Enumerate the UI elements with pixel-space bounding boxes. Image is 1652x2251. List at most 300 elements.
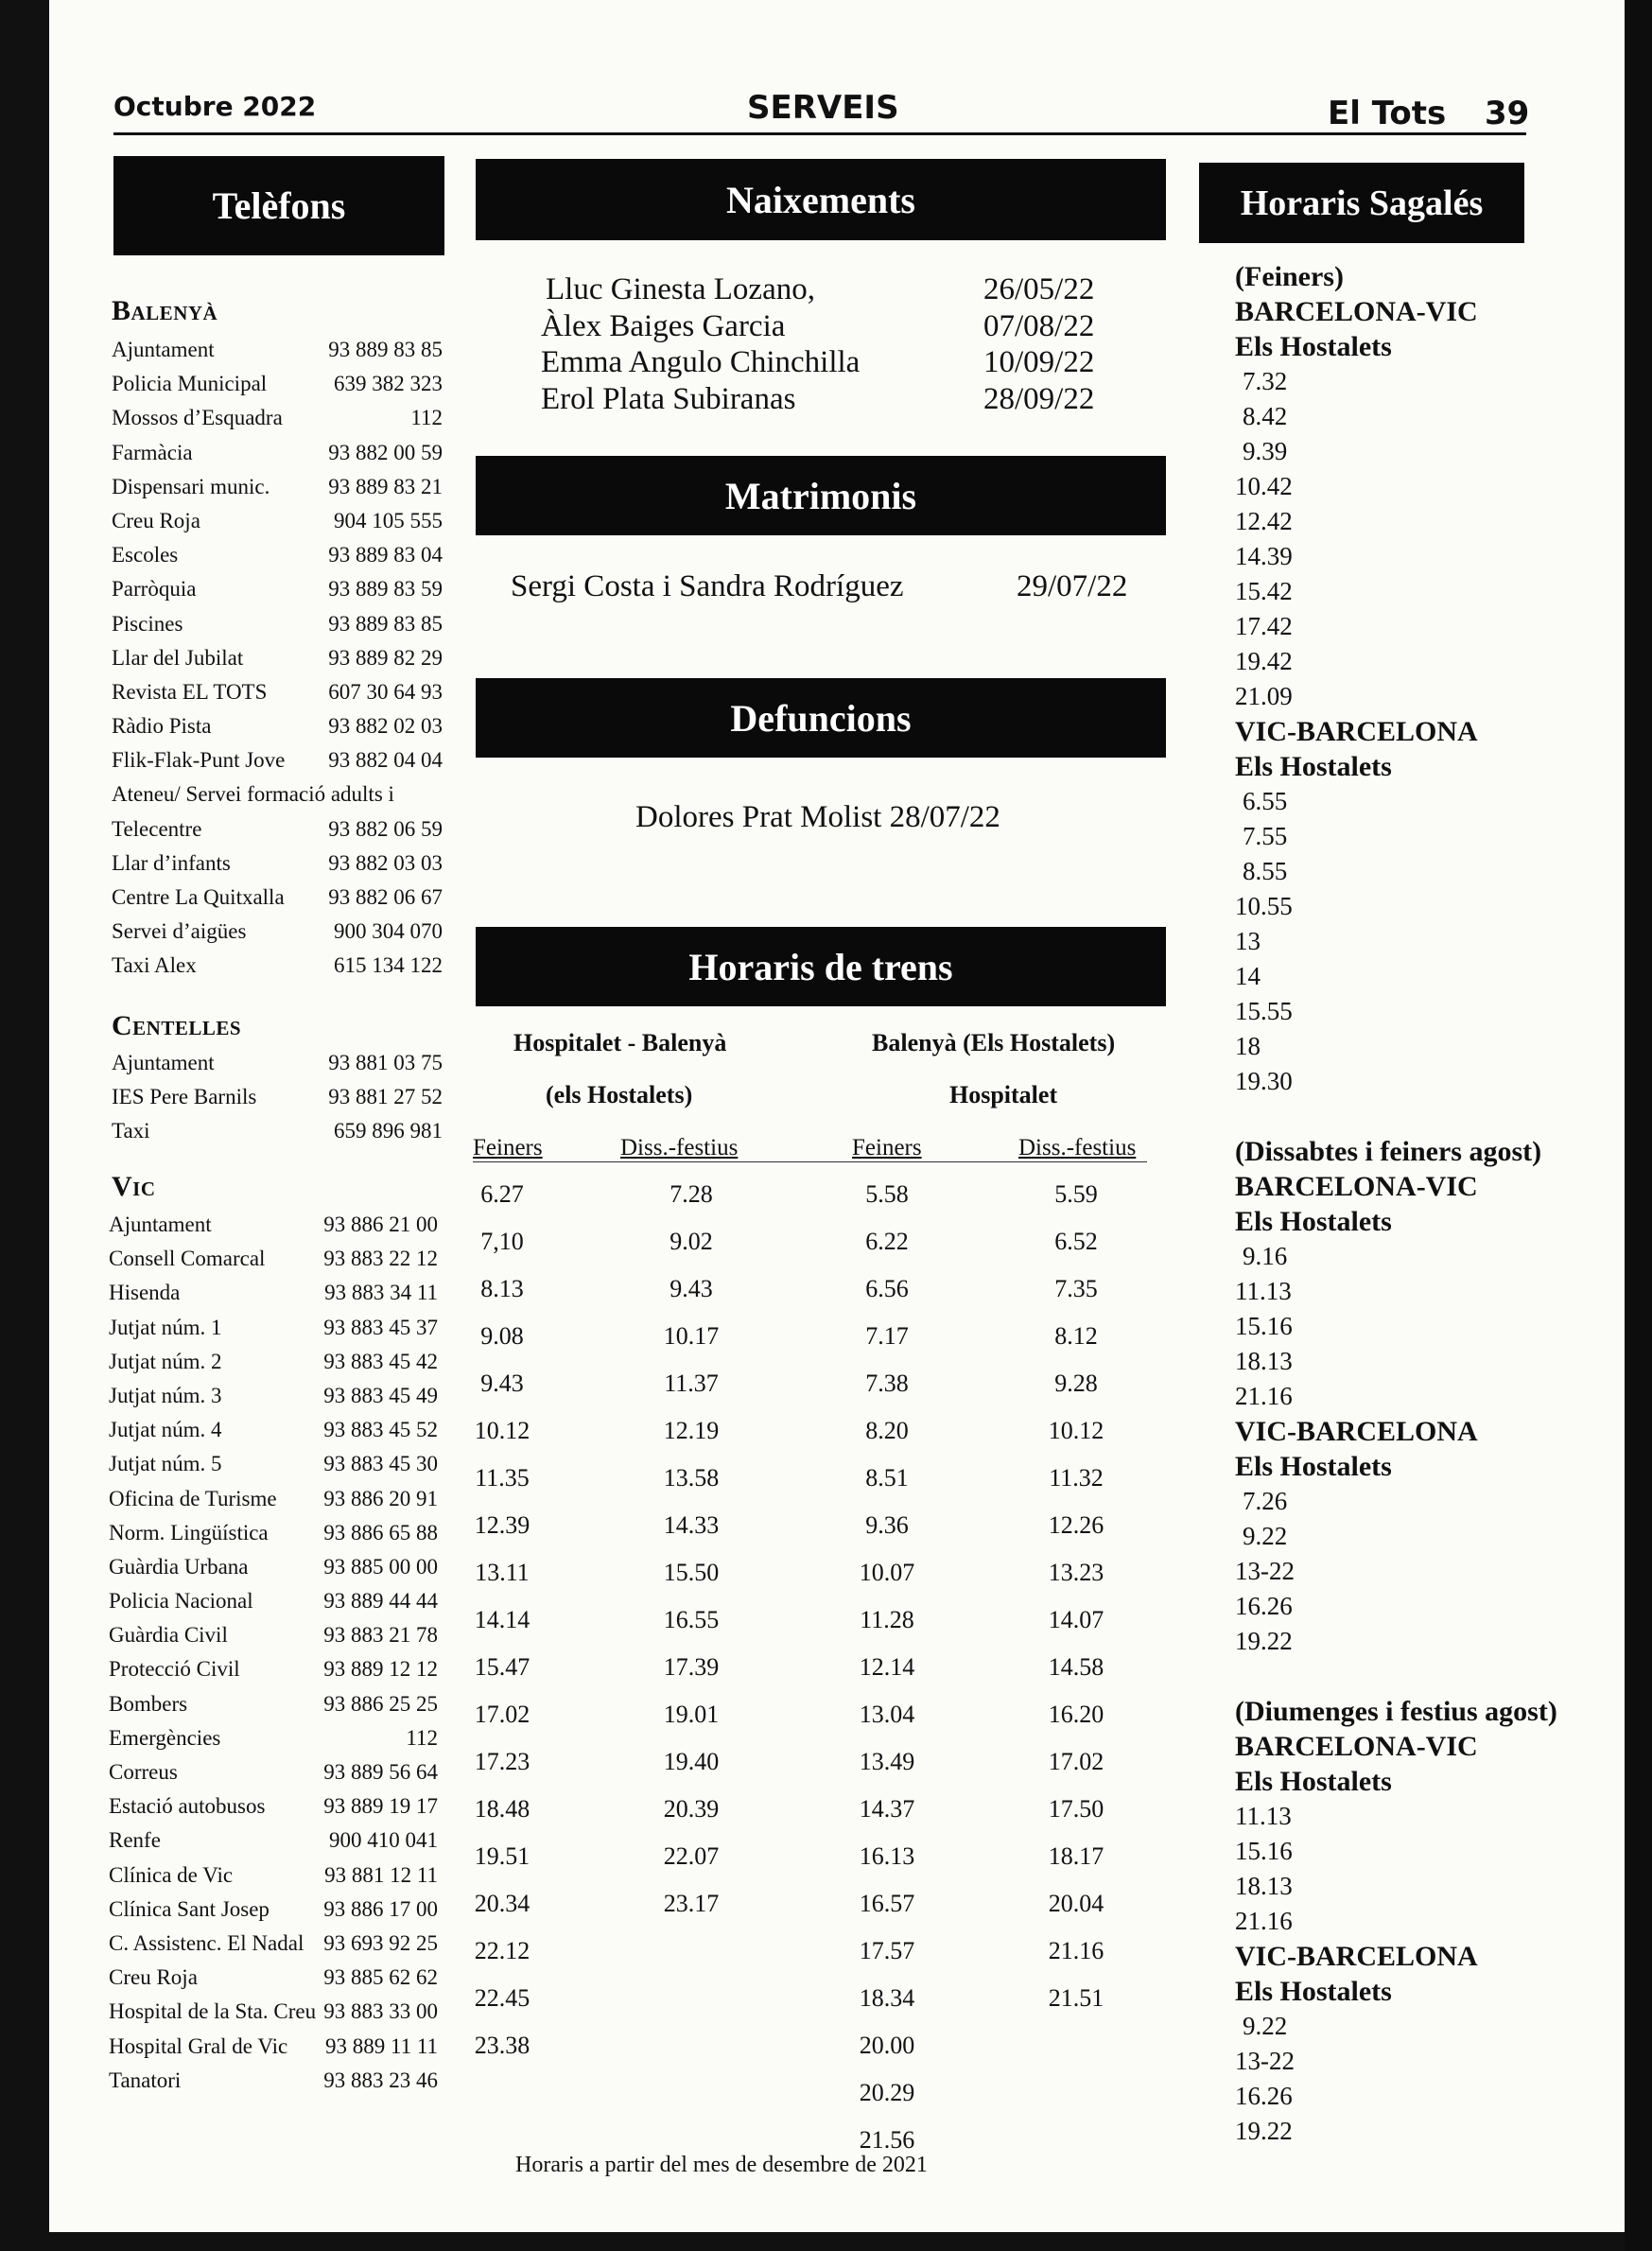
- train-time: 5.59: [1054, 1180, 1098, 1208]
- sagales-time: 19.22: [1235, 1627, 1293, 1655]
- phone-row: [109, 1208, 438, 1242]
- train-time: 7.17: [865, 1322, 909, 1350]
- sagales-time: 15.42: [1235, 577, 1293, 605]
- phone-label: Hospital Gral de Vic: [109, 2033, 288, 2058]
- phone-row: [112, 881, 443, 915]
- header-rule: [113, 132, 1526, 135]
- phone-row: [109, 1687, 438, 1721]
- section-vic: Vic: [112, 1171, 156, 1202]
- train-time: 9.02: [669, 1228, 713, 1255]
- phone-row: [109, 1652, 438, 1686]
- phone-label: Norm. Lingüística: [109, 1520, 269, 1544]
- sagales-time: 18.13: [1235, 1347, 1293, 1375]
- col-hb-feiners-label: Feiners: [473, 1135, 543, 1160]
- train-time: 19.01: [663, 1701, 720, 1728]
- sagales-time: 13: [1235, 927, 1261, 955]
- train-time: 23.17: [663, 1890, 720, 1917]
- sagales-time: 21.09: [1235, 682, 1293, 710]
- phone-row: [112, 470, 443, 504]
- train-time: 12.39: [474, 1511, 530, 1539]
- phone-row: [112, 949, 443, 983]
- phone-label: Ràdio Pista: [112, 714, 212, 739]
- sagales-time: 11.13: [1235, 1802, 1292, 1830]
- route1-line2: (els Hostalets): [546, 1081, 693, 1108]
- train-time: 17.57: [859, 1937, 915, 1964]
- route2-line1: Balenyà (Els Hostalets): [872, 1029, 1116, 1056]
- phone-number: 93 881 27 52: [328, 1085, 443, 1109]
- phone-label: Hisenda: [109, 1281, 181, 1305]
- train-time: 13.49: [859, 1748, 915, 1775]
- phone-label: Jutjat núm. 2: [109, 1349, 222, 1373]
- phone-label: Clínica de Vic: [109, 1862, 234, 1887]
- naixement-name: Àlex Baiges Garcia: [541, 308, 786, 343]
- sagales-heading: Els Hostalets: [1235, 751, 1392, 782]
- col-bh-feiners-label: Feiners: [852, 1135, 922, 1160]
- phone-label: Renfe: [109, 1828, 161, 1853]
- phone-row: [109, 1379, 438, 1413]
- phone-label: Policia Nacional: [109, 1589, 253, 1614]
- sagales-time: 16.26: [1235, 1592, 1293, 1620]
- phone-number: 93 883 21 78: [323, 1623, 438, 1648]
- phone-row: [112, 504, 443, 538]
- phone-row: [112, 709, 443, 743]
- naixement-date: 10/09/22: [983, 345, 1095, 379]
- phone-label: Guàrdia Civil: [109, 1623, 228, 1648]
- train-time: 8.13: [480, 1275, 524, 1302]
- sagales-title: Horaris Sagalés: [1199, 163, 1524, 243]
- train-time: 16.55: [663, 1606, 720, 1633]
- phone-row: [109, 1823, 438, 1858]
- phone-label: Revista EL TOTS: [112, 679, 268, 704]
- phone-label: Telecentre: [112, 816, 202, 841]
- train-time: 9.36: [865, 1511, 909, 1539]
- phone-number: 93 889 44 44: [323, 1589, 438, 1614]
- train-time: 6.52: [1054, 1228, 1098, 1255]
- phone-number: 93 889 83 85: [328, 611, 443, 636]
- train-time: 12.14: [859, 1653, 915, 1681]
- phone-row: [112, 538, 443, 572]
- header-section: SERVEIS: [747, 89, 899, 127]
- sagales-heading: BARCELONA-VIC: [1235, 296, 1478, 327]
- phone-label: Bombers: [109, 1691, 188, 1716]
- train-time: 21.56: [859, 2126, 915, 2154]
- train-time: 22.12: [474, 1937, 530, 1964]
- sagales-time: 7.55: [1243, 822, 1288, 850]
- phone-number: 93 883 45 52: [323, 1418, 438, 1442]
- phone-row: [109, 1618, 438, 1652]
- train-time: 20.34: [474, 1890, 530, 1917]
- phone-number: 93 886 25 25: [323, 1691, 438, 1716]
- train-time: 22.07: [663, 1842, 720, 1870]
- naixement-date: 28/09/22: [983, 381, 1095, 416]
- phone-row: [109, 1584, 438, 1618]
- phone-list-vic: [109, 1208, 438, 2098]
- phone-label: Ateneu/ Servei formació adults i: [112, 782, 394, 807]
- phone-number: 93 886 17 00: [323, 1896, 438, 1921]
- phone-label: Parròquia: [112, 577, 197, 602]
- phone-label: Ajuntament: [109, 1213, 212, 1236]
- phone-number: 93 885 62 62: [323, 1965, 438, 1990]
- col-underline: [473, 1161, 1147, 1162]
- phone-label: Correus: [109, 1760, 178, 1784]
- sagales-heading: Els Hostalets: [1235, 1451, 1392, 1482]
- phone-label: Piscines: [112, 611, 183, 636]
- phone-label: Centre La Quitxalla: [112, 885, 285, 909]
- phone-label: Protecció Civil: [109, 1657, 240, 1682]
- train-time: 7.35: [1054, 1275, 1098, 1302]
- section-centelles: Centelles: [112, 1010, 242, 1041]
- sagales-time: [1235, 1659, 1557, 1694]
- phone-number: 659 896 981: [334, 1119, 443, 1143]
- phone-number: 93 693 92 25: [323, 1930, 438, 1955]
- phone-row: [109, 1345, 438, 1379]
- phone-row: [109, 2030, 438, 2064]
- naixement-date: 07/08/22: [983, 308, 1095, 343]
- train-time: 21.51: [1048, 1984, 1104, 2012]
- phone-row: [109, 1413, 438, 1447]
- phone-row: [112, 333, 443, 367]
- phone-number: 93 883 45 49: [323, 1383, 438, 1407]
- phone-label: Mossos d’Esquadra: [112, 406, 283, 430]
- train-time: 13.58: [663, 1464, 720, 1492]
- phone-label: Creu Roja: [112, 508, 200, 532]
- phone-row: [109, 1721, 438, 1755]
- phone-row: [109, 1276, 438, 1310]
- phone-row: [112, 401, 443, 435]
- sagales-time: 15.16: [1235, 1312, 1293, 1340]
- phone-row: [109, 1755, 438, 1789]
- phone-number: 93 883 33 00: [323, 1999, 438, 2024]
- phone-label: Jutjat núm. 4: [109, 1418, 222, 1442]
- phone-number: 93 883 45 42: [323, 1349, 438, 1373]
- sagales-time: 17.42: [1235, 612, 1293, 640]
- train-column-hb-festius: [660, 1171, 722, 1928]
- phone-label: Jutjat núm. 5: [109, 1452, 222, 1476]
- phone-number: 93 889 12 12: [323, 1657, 438, 1682]
- phone-label: Emergències: [109, 1725, 221, 1750]
- scan-edge: [1625, 0, 1652, 2251]
- phone-number: 93 882 06 59: [328, 816, 443, 841]
- sagales-time: 9.22: [1243, 1522, 1288, 1550]
- naixement-date: 26/05/22: [983, 272, 1095, 306]
- phone-label: Policia Municipal: [112, 372, 268, 396]
- phone-row: [109, 1447, 438, 1481]
- matrimoni-name: Sergi Costa i Sandra Rodríguez: [511, 569, 904, 603]
- phone-row: [112, 812, 443, 846]
- phone-row: [109, 1893, 438, 1927]
- train-time: 17.02: [474, 1701, 530, 1728]
- phone-label: Taxi: [112, 1119, 150, 1143]
- train-time: 15.50: [663, 1559, 720, 1586]
- phone-number: 93 883 45 30: [323, 1452, 438, 1476]
- phone-number: 93 883 22 12: [323, 1247, 438, 1271]
- train-time: 7,10: [480, 1228, 524, 1255]
- train-time: 16.57: [859, 1890, 915, 1917]
- train-time: 12.19: [663, 1417, 720, 1444]
- train-column-bh-feiners: [856, 1171, 918, 2164]
- sagales-time: 18.13: [1235, 1872, 1293, 1900]
- phone-number: 904 105 555: [334, 508, 443, 532]
- col-bh-festius-label: Diss.-festius: [1018, 1135, 1137, 1160]
- phone-number: 93 883 45 37: [323, 1315, 438, 1339]
- train-time: 14.07: [1048, 1606, 1104, 1633]
- phone-row: [112, 607, 443, 641]
- train-time: 21.16: [1048, 1937, 1104, 1964]
- phone-row: [112, 1046, 443, 1080]
- phone-number: 93 886 21 00: [323, 1213, 438, 1236]
- phone-label: Escoles: [112, 543, 179, 567]
- sagales-time: 9.22: [1243, 2012, 1288, 2040]
- sagales-time: 10.55: [1235, 892, 1293, 920]
- naixements-title: Naixements: [476, 159, 1166, 240]
- sagales-heading: (Dissabtes i feiners agost): [1235, 1136, 1542, 1167]
- train-time: 11.35: [475, 1464, 530, 1492]
- train-time: 22.45: [474, 1984, 530, 2012]
- sagales-time: 9.39: [1243, 437, 1288, 465]
- train-time: 10.12: [1048, 1417, 1104, 1444]
- route2-line2: Hospitalet: [949, 1081, 1058, 1108]
- phone-number: 93 889 19 17: [323, 1794, 438, 1819]
- train-time: 13.23: [1048, 1559, 1104, 1586]
- sagales-heading: VIC-BARCELONA: [1235, 1416, 1478, 1447]
- naixement-name: Emma Angulo Chinchilla: [541, 345, 861, 379]
- phone-label: C. Assistenc. El Nadal: [109, 1930, 304, 1955]
- sagales-heading: BARCELONA-VIC: [1235, 1731, 1478, 1762]
- train-time: 10.17: [663, 1322, 720, 1350]
- sagales-time: 13-22: [1235, 1557, 1295, 1585]
- phone-row: [112, 743, 443, 777]
- phone-row: [112, 641, 443, 675]
- defuncio-entry: Dolores Prat Molist 28/07/22: [635, 800, 1000, 834]
- train-time: 8.20: [865, 1417, 909, 1444]
- phone-number: 93 883 23 46: [323, 2068, 438, 2092]
- sagales-time: 21.16: [1235, 1907, 1293, 1935]
- phone-row: [112, 675, 443, 709]
- sagales-time: 11.13: [1235, 1277, 1292, 1305]
- phone-number: 93 881 12 11: [324, 1862, 438, 1887]
- phone-number: 93 882 03 03: [328, 850, 443, 875]
- train-column-hb-feiners: [473, 1171, 531, 2069]
- sagales-heading: BARCELONA-VIC: [1235, 1171, 1478, 1202]
- phone-label: Llar d’infants: [112, 850, 231, 875]
- phone-row: [109, 1516, 438, 1550]
- train-time: 14.33: [663, 1511, 720, 1539]
- train-time: 16.20: [1048, 1701, 1104, 1728]
- train-time: 17.39: [663, 1653, 720, 1681]
- defuncions-title: Defuncions: [476, 678, 1166, 758]
- train-time: 11.37: [664, 1370, 719, 1397]
- phone-label: Jutjat núm. 1: [109, 1315, 222, 1339]
- sagales-time: 13-22: [1235, 2047, 1295, 2075]
- header-month: Octubre 2022: [113, 91, 317, 122]
- header-page-number: 39: [1485, 95, 1530, 132]
- train-time: 9.43: [480, 1370, 524, 1397]
- sagales-time: 8.55: [1243, 857, 1288, 885]
- sagales-heading: VIC-BARCELONA: [1235, 1941, 1478, 1972]
- phone-number: 615 134 122: [334, 953, 443, 978]
- train-time: 12.26: [1048, 1511, 1104, 1539]
- train-time: 8.12: [1054, 1322, 1098, 1350]
- train-time: 7.38: [865, 1370, 909, 1397]
- phone-number: 93 889 83 21: [328, 474, 443, 498]
- train-time: 5.58: [865, 1180, 909, 1208]
- phone-number: 112: [410, 406, 443, 430]
- sagales-time: 15.16: [1235, 1837, 1293, 1865]
- train-time: 9.43: [669, 1275, 713, 1302]
- phone-row: [112, 572, 443, 606]
- phone-row: [109, 1242, 438, 1276]
- sagales-time: 10.42: [1235, 472, 1293, 500]
- trens-note: Horaris a partir del mes de desembre de 2021: [515, 2153, 928, 2177]
- sagales-time: 18: [1235, 1032, 1261, 1060]
- train-time: 6.22: [865, 1228, 909, 1255]
- naixement-name: Erol Plata Subiranas: [541, 381, 796, 416]
- matrimonis-title: Matrimonis: [476, 456, 1166, 535]
- phone-row: [112, 436, 443, 470]
- sagales-heading: (Feiners): [1235, 261, 1344, 292]
- sagales-heading: VIC-BARCELONA: [1235, 716, 1478, 747]
- sagales-time: 12.42: [1235, 507, 1293, 535]
- phone-row: [112, 1080, 443, 1114]
- phone-row: [109, 1550, 438, 1584]
- phone-label: Ajuntament: [112, 338, 215, 361]
- trens-title: Horaris de trens: [476, 927, 1166, 1006]
- telefons-title: Telèfons: [113, 156, 444, 255]
- phone-number: 93 889 56 64: [323, 1760, 438, 1784]
- phone-row: [109, 1961, 438, 1995]
- phone-number: 112: [406, 1725, 438, 1750]
- phone-row: [109, 1789, 438, 1823]
- phone-label: IES Pere Barnils: [112, 1085, 257, 1109]
- sagales-time: 15.55: [1235, 997, 1293, 1025]
- train-time: 20.04: [1048, 1890, 1104, 1917]
- sagales-time: 14.39: [1235, 542, 1293, 570]
- phone-label: Consell Comarcal: [109, 1247, 266, 1271]
- train-time: 11.28: [860, 1606, 914, 1633]
- phone-number: 93 881 03 75: [328, 1051, 443, 1074]
- phone-label: Guàrdia Urbana: [109, 1554, 249, 1579]
- train-time: 14.37: [859, 1795, 915, 1823]
- train-time: 14.58: [1048, 1653, 1104, 1681]
- phone-number: 900 410 041: [329, 1828, 438, 1853]
- phone-number: 93 889 11 11: [324, 2033, 438, 2058]
- train-time: 9.08: [480, 1322, 524, 1350]
- phone-number: 93 889 83 59: [328, 577, 443, 602]
- phone-label: Jutjat núm. 3: [109, 1383, 222, 1407]
- train-time: 18.48: [474, 1795, 530, 1823]
- sagales-time: 16.26: [1235, 2082, 1293, 2110]
- phone-list-balenya: [112, 333, 443, 984]
- phone-row: [112, 846, 443, 881]
- train-time: 6.27: [480, 1180, 524, 1208]
- phone-label: Creu Roja: [109, 1965, 198, 1990]
- sagales-time: 19.22: [1235, 2117, 1293, 2145]
- phone-label: Tanatori: [109, 2068, 182, 2092]
- sagales-heading: Els Hostalets: [1235, 1766, 1392, 1797]
- phone-row: [109, 1482, 438, 1516]
- train-time: 19.51: [474, 1842, 530, 1870]
- phone-number: 93 886 20 91: [323, 1486, 438, 1510]
- train-time: 17.50: [1048, 1795, 1104, 1823]
- train-time: 16.13: [859, 1842, 915, 1870]
- phone-label: Ajuntament: [112, 1051, 215, 1074]
- phone-number: 93 882 00 59: [328, 440, 443, 464]
- route1-line1: Hospitalet - Balenyà: [513, 1029, 727, 1056]
- phone-label: Estació autobusos: [109, 1794, 266, 1819]
- naixement-name: Lluc Ginesta Lozano,: [546, 272, 815, 306]
- phone-row: [109, 2064, 438, 2098]
- phone-label: Servei d’aigües: [112, 919, 247, 944]
- phone-number: 607 30 64 93: [328, 679, 443, 704]
- train-column-bh-festius: [1045, 1171, 1107, 2022]
- phone-label: Hospital de la Sta. Creu: [109, 1999, 317, 2024]
- sagales-time: [1235, 1099, 1557, 1134]
- phone-label: Clínica Sant Josep: [109, 1896, 270, 1921]
- phone-row: [109, 1858, 438, 1893]
- train-time: 18.34: [859, 1984, 915, 2012]
- phone-row: [112, 915, 443, 949]
- train-time: 13.11: [475, 1559, 530, 1586]
- phone-label: Dispensari munic.: [112, 474, 270, 498]
- train-time: 11.32: [1049, 1464, 1104, 1492]
- train-time: 10.07: [859, 1559, 915, 1586]
- col-hb-festius-label: Diss.-festius: [620, 1135, 739, 1160]
- phone-label: Oficina de Turisme: [109, 1486, 277, 1510]
- train-time: 15.47: [474, 1653, 530, 1681]
- train-time: 20.29: [859, 2079, 915, 2106]
- phone-label: Flik-Flak-Punt Jove: [112, 748, 286, 773]
- train-time: 10.12: [474, 1417, 530, 1444]
- train-time: 17.02: [1048, 1748, 1104, 1775]
- sagales-time: 19.42: [1235, 647, 1293, 675]
- train-time: 19.40: [663, 1748, 720, 1775]
- train-time: 23.38: [474, 2032, 530, 2059]
- train-time: 8.51: [865, 1464, 909, 1492]
- train-time: 7.28: [669, 1180, 713, 1208]
- phone-number: 93 886 65 88: [323, 1520, 438, 1544]
- sagales-schedule: [1235, 259, 1557, 2149]
- phone-row: [112, 1114, 443, 1148]
- phone-row: [112, 777, 443, 811]
- sagales-time: 19.30: [1235, 1067, 1293, 1095]
- train-time: 18.17: [1048, 1842, 1104, 1870]
- header-publication: El Tots: [1328, 95, 1447, 132]
- phone-row: [109, 1311, 438, 1345]
- train-time: 20.39: [663, 1795, 720, 1823]
- phone-number: 93 889 82 29: [328, 645, 443, 670]
- phone-label: Taxi Alex: [112, 953, 197, 978]
- phone-number: 639 382 323: [334, 372, 443, 396]
- phone-label: Farmàcia: [112, 440, 193, 464]
- phone-row: [109, 1927, 438, 1961]
- train-time: 6.56: [865, 1275, 909, 1302]
- phone-number: 93 882 04 04: [328, 748, 443, 773]
- train-time: 20.00: [859, 2032, 915, 2059]
- sagales-heading: Els Hostalets: [1235, 1976, 1392, 2007]
- phone-number: 93 883 34 11: [324, 1281, 438, 1305]
- sagales-time: 8.42: [1243, 402, 1288, 430]
- sagales-heading: (Diumenges i festius agost): [1235, 1696, 1557, 1727]
- phone-number: 93 889 83 85: [328, 338, 443, 361]
- sagales-time: 7.32: [1243, 367, 1288, 395]
- phone-row: [112, 367, 443, 401]
- sagales-time: 7.26: [1243, 1487, 1288, 1515]
- phone-row: [109, 1995, 438, 2029]
- train-time: 13.04: [859, 1701, 915, 1728]
- phone-number: 93 882 02 03: [328, 714, 443, 739]
- sagales-time: 14: [1235, 962, 1261, 990]
- phone-number: 93 889 83 04: [328, 543, 443, 567]
